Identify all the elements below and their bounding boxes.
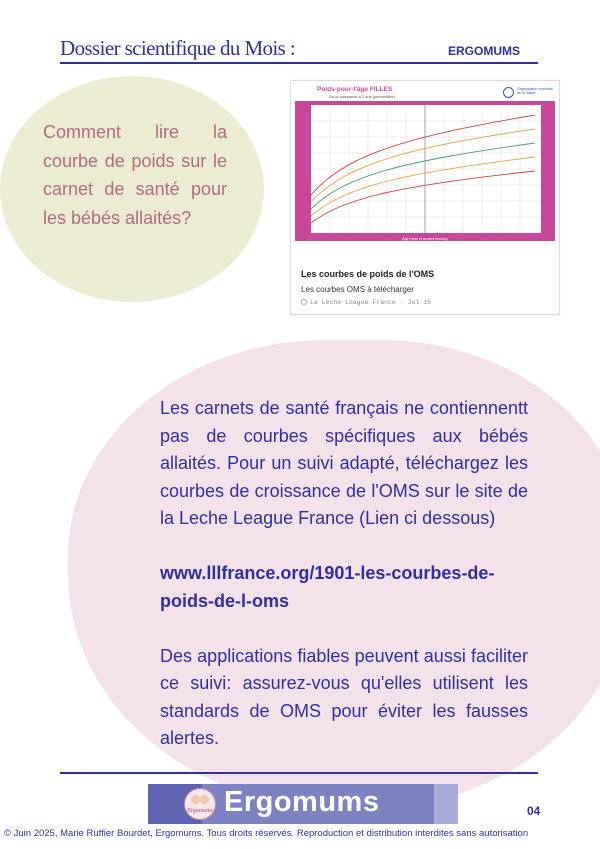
card-title[interactable]: Les courbes de poids de l'OMS (301, 269, 435, 279)
brand-name: Ergomums (224, 786, 380, 818)
who-growth-chart-thumbnail (295, 85, 555, 241)
who-label: Organisation mondiale de la Santé (517, 87, 553, 96)
card-source-name: La Leche League France (310, 299, 396, 306)
header-divider (60, 62, 538, 64)
body-paragraph-1: Les carnets de santé français ne contiennentt pas de courbes spécifiques aux bébés allaités. Pour un suivi adapté, téléchargez les courbes de croissance de l'OMS sur le site de la Leche League France (Lien ci dessous) (160, 398, 528, 528)
logo-face-left (191, 795, 200, 804)
ergomums-logo-icon (184, 788, 216, 820)
logo-text: Ergomums (187, 808, 213, 814)
page-number: 04 (527, 804, 541, 818)
body-paragraph-3: Des applications fiables peuvent aussi faciliter ce suivi: assurez-vous qu'elles utilisent les standards de OMS pour éviter les fausses alertes. (160, 645, 528, 748)
chart-title: Poids-pour-l'âge FILLES (317, 86, 393, 93)
copyright-notice: © Juin 2025, Marie Ruffier Bourdet, Ergomums. Tous droits réservés. Reproduction et distribution interdites sans autorisation (4, 828, 529, 839)
banner-strip (434, 784, 458, 824)
header-brand: ERGOMUMS (448, 44, 520, 58)
link-preview-card[interactable] (290, 80, 560, 315)
growth-chart-graphic (295, 85, 555, 241)
card-source-date: Jul 16 (407, 299, 431, 306)
chart-subtitle: De la naissance à 2 ans (percentiles) (329, 94, 395, 99)
document-header-title: Dossier scientifique du Mois : (60, 36, 296, 60)
footer-divider (60, 772, 538, 774)
body-text-block (160, 395, 528, 753)
chart-header-strip (295, 85, 555, 101)
logo-face-right (200, 795, 209, 804)
card-source: La Leche League France · Jul 16 (301, 299, 431, 306)
question-text: Comment lire la courbe de poids sur le carnet de santé pour les bébés allaités? (43, 122, 227, 228)
card-link-text[interactable]: Les courbes OMS à télécharger (301, 285, 414, 294)
chart-axis-caption: Âge (mois et années révolus) (402, 237, 448, 241)
who-emblem-icon (503, 87, 514, 98)
lll-france-link[interactable]: www.lllfrance.org/1901-les-courbes-de-poids-de-l-oms (160, 563, 495, 611)
globe-icon (301, 299, 307, 305)
